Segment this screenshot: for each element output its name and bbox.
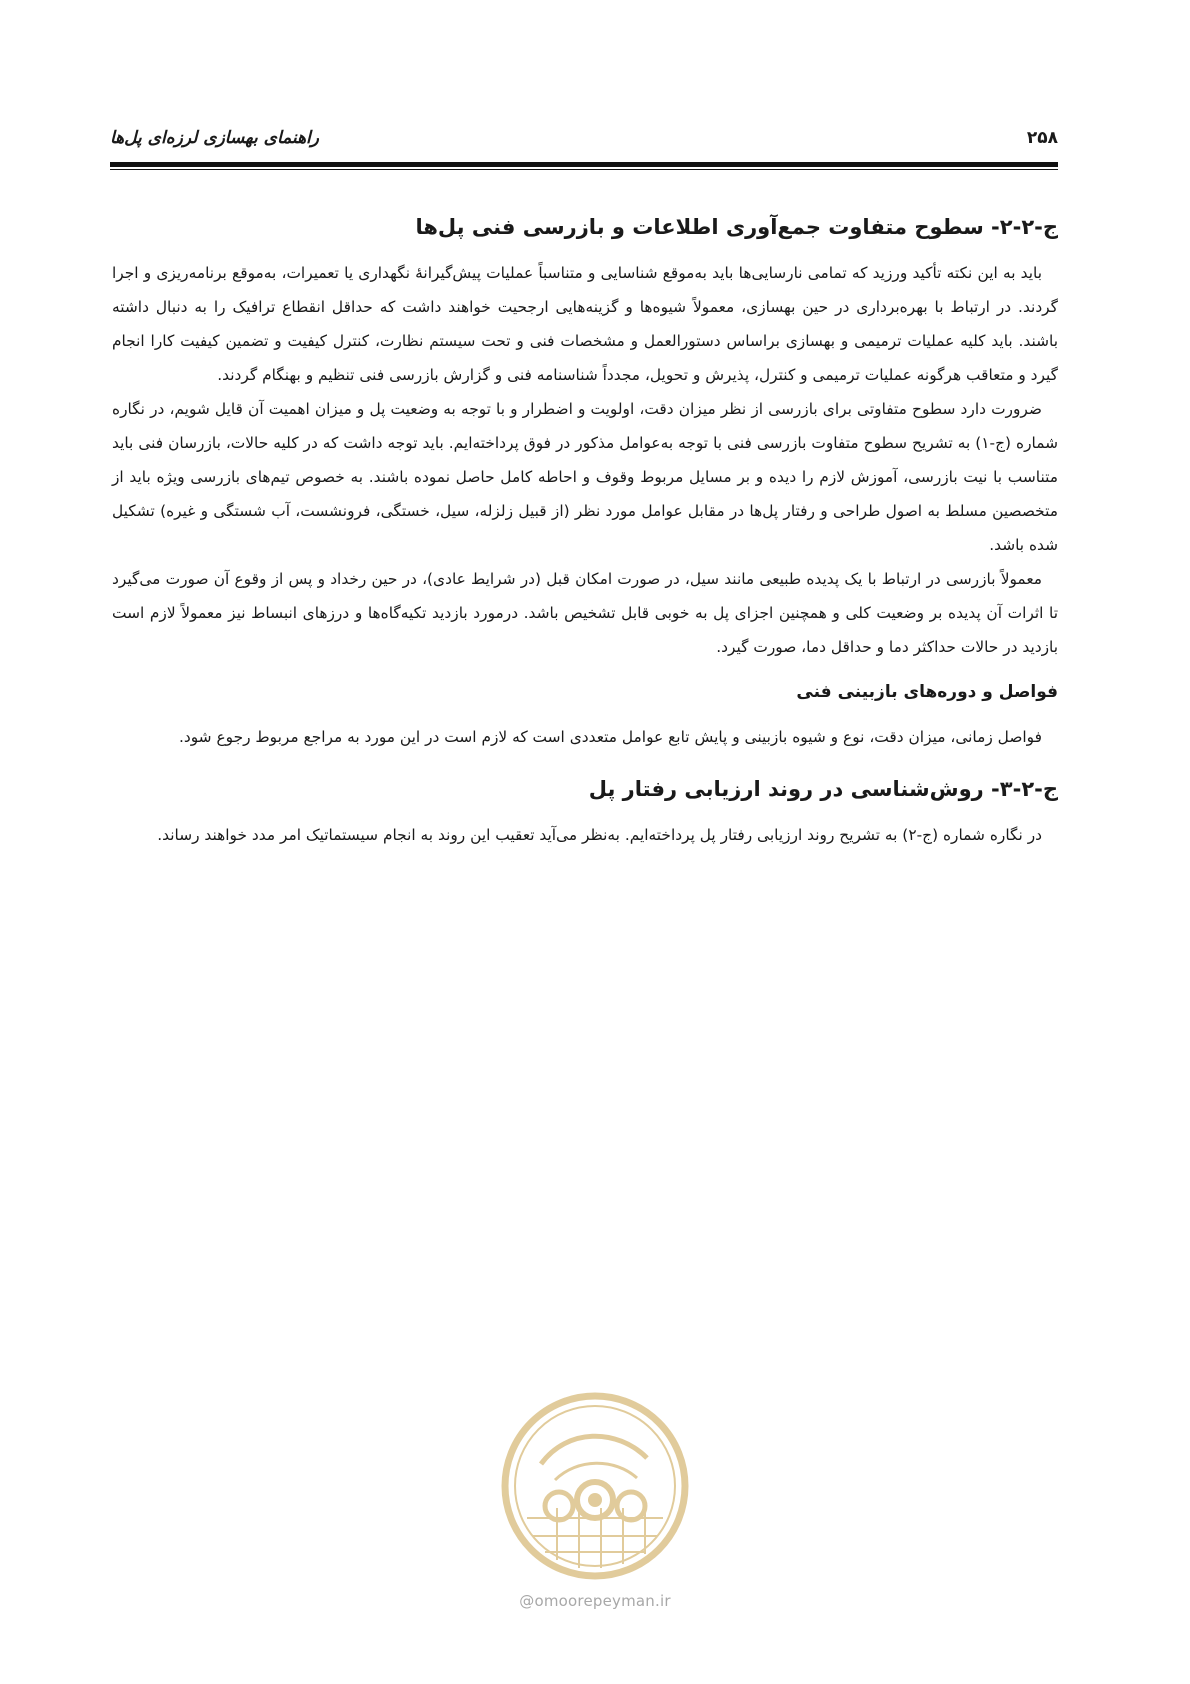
paragraph: معمولاً بازرسی در ارتباط با یک پدیده طبیعی مانند سیل، در صورت امکان قبل (در شرایط عادی)، در حین رخداد و پس از وقوع آن صورت می‌گیرد تا اثرات آن پدیده بر وضعیت کلی و همچنین اجزای پل به خوبی قابل تشخیص باشد. درمورد بازدید تکیه‌گاه‌ها و درزهای انبساط نیز معمولاً لازم است بازدید در حالات حداکثر دما و حداقل دما، صورت گیرد.: [112, 570, 1058, 656]
paragraph: باید به این نکته تأکید ورزید که تمامی نارسایی‌ها باید به‌موقع شناسایی و متناسباً عملیات پیش‌گیرانهٔ نگهداری یا تعمیرات، به‌موقع برنامه‌ریزی و اجرا گردند. در ارتباط با بهره‌برداری در حین بهسازی، معمولاً شیوه‌ها و گزینه‌هایی ارجحیت خواهند داشت که حداقل انقطاع ترافیک را به دنبال داشته باشند. باید کلیه عملیات ترمیمی و بهسازی براساس دستورالعمل و مشخصات فنی و تحت سیستم نظارت، کنترل کیفیت و تضمین کیفیت کارا انجام گیرد و متعاقب هرگونه عملیات ترمیمی و کنترل، پذیرش و تحویل، مجدداً شناسنامه فنی و گزارش بازرسی فنی تنظیم و بهنگام گردند.: [112, 264, 1058, 384]
watermark-url: @omoorepeyman.ir: [519, 1592, 671, 1610]
paragraph: در نگاره شماره (ج-۲) به تشریح روند ارزیابی رفتار پل پرداخته‌ایم. به‌نظر می‌آید تعقیب این روند به انجام سیستماتیک امر مدد خواهند رساند.: [157, 826, 1042, 844]
running-title: راهنمای بهسازی لرزه‌ای پل‌ها: [110, 128, 319, 148]
watermark-logo: [497, 1388, 693, 1584]
page-number: ۲۵۸: [1026, 128, 1058, 148]
logo-seal-icon: [497, 1388, 693, 1584]
sub-heading-inspection-intervals: فواصل و دوره‌های بازبینی فنی: [796, 682, 1058, 702]
header-rule-thin: [110, 169, 1058, 170]
page-content: [112, 212, 1058, 852]
section-heading-2-3: ج-۲-۳- روش‌شناسی در روند ارزیابی رفتار پل: [588, 777, 1058, 801]
paragraph: فواصل زمانی، میزان دقت، نوع و شیوه بازبینی و پایش تابع عوامل متعددی است که لازم است در این مورد به مراجع مربوط رجوع شود.: [178, 728, 1042, 746]
paragraph: ضرورت دارد سطوح متفاوتی برای بازرسی از نظر میزان دقت، اولویت و اضطرار و با توجه به وضعیت پل و میزان اهمیت آن قایل شویم، در نگاره شماره (ج-۱) به تشریح سطوح متفاوت بازرسی فنی با توجه به‌عوامل مذکور در فوق پرداخته‌ایم. باید توجه داشت که در کلیه حالات، بازرسان فنی باید متناسب با نیت بازرسی، آموزش لازم را دیده و بر مسایل مربوط وقوف و احاطه کامل حاصل نموده باشند. به خصوص تیم‌های بازرسی ویژه باید از متخصصین مسلط به اصول طراحی و رفتار پل‌ها در مقابل عوامل مورد نظر (از قبیل زلزله، سیل، خستگی، فرونشست، آب شستگی و غیره) تشکیل شده باشد.: [112, 400, 1058, 554]
section-heading-2-2: ج-۲-۲- سطوح متفاوت جمع‌آوری اطلاعات و بازرسی فنی پل‌ها: [415, 215, 1058, 239]
header-rule-thick: [110, 162, 1058, 167]
page-header: [110, 128, 1058, 158]
